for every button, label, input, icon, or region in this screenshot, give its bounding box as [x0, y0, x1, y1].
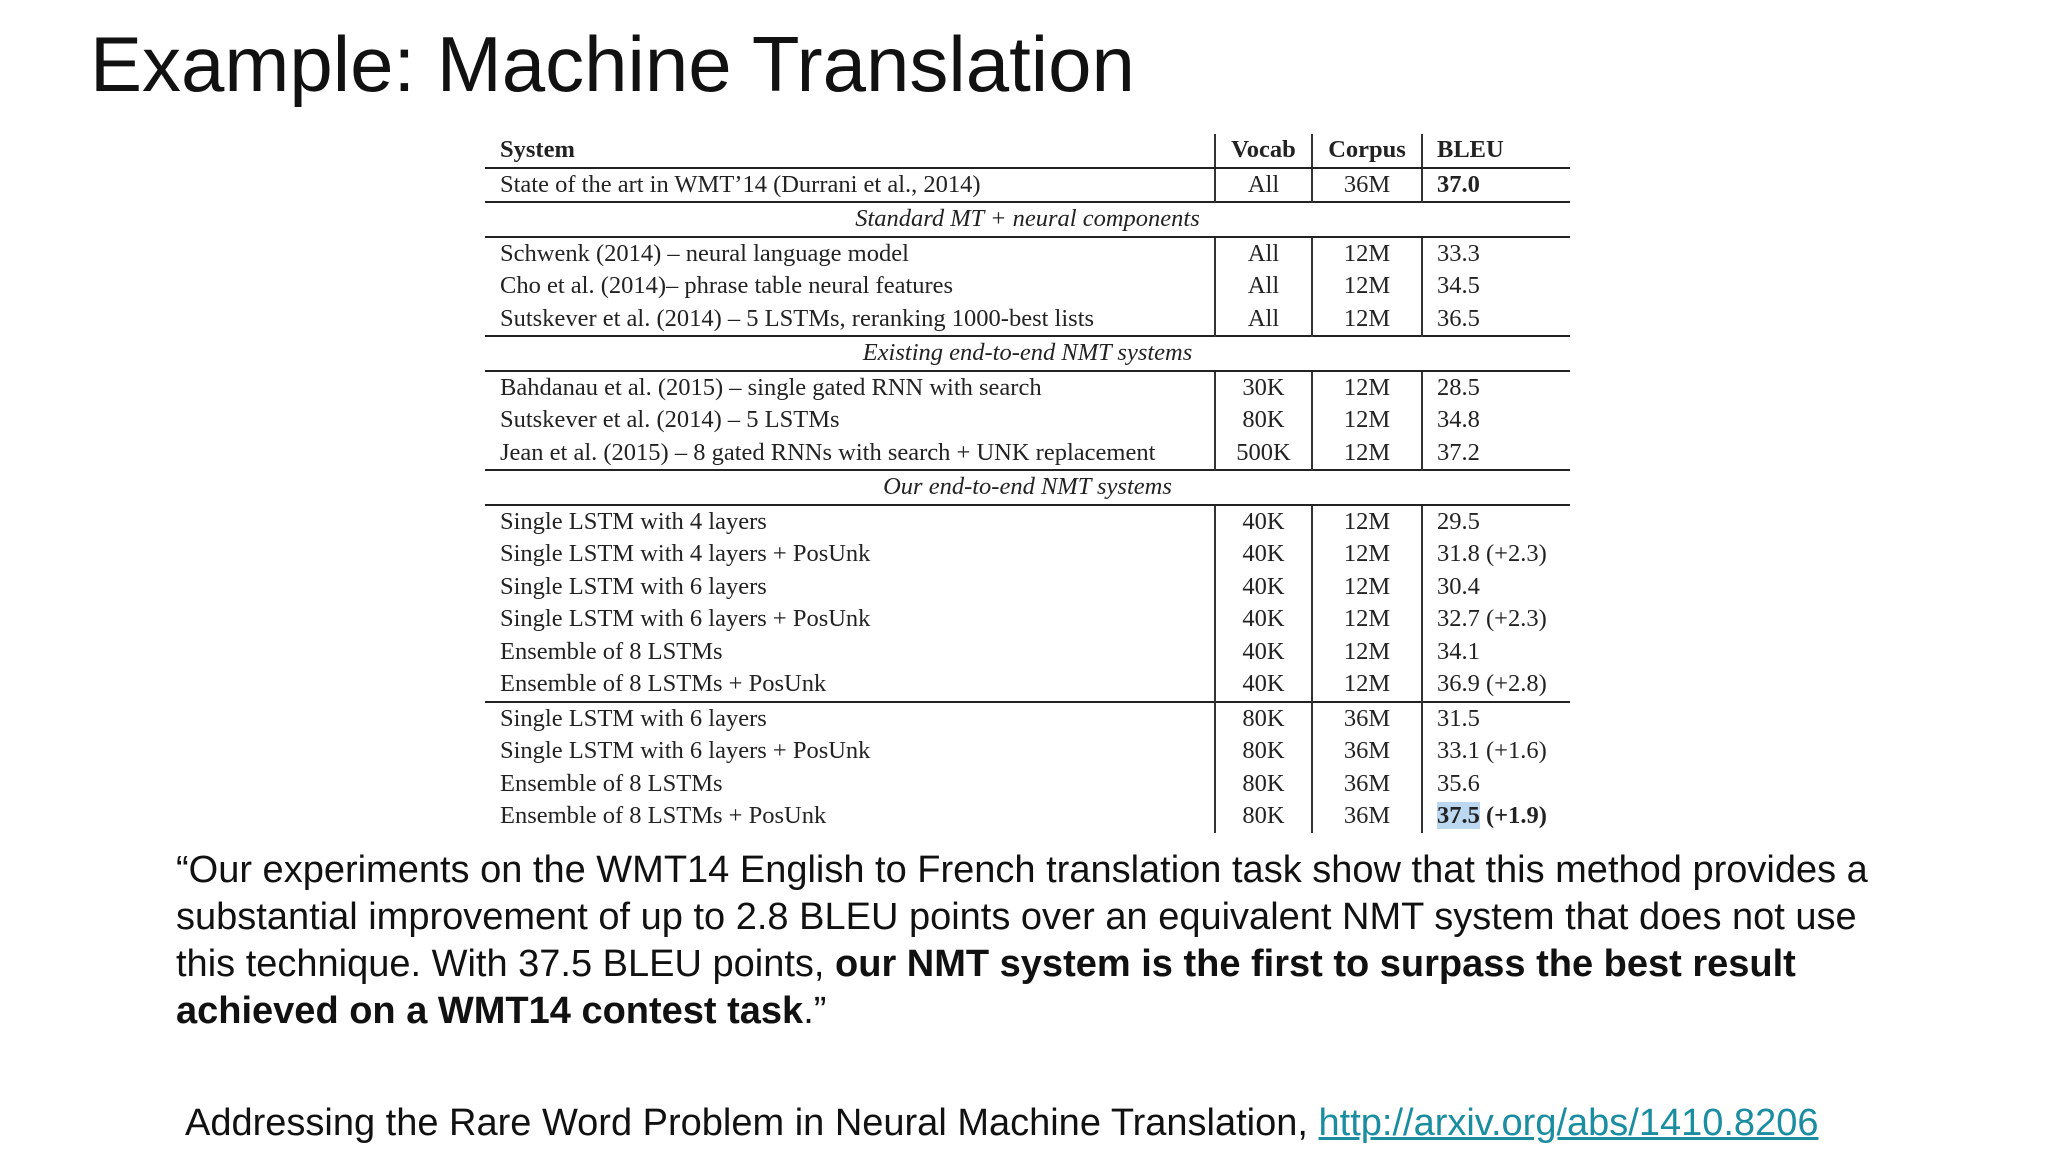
table-row	[485, 668, 1570, 702]
cell-corpus: 12M	[1312, 237, 1422, 271]
paper-quote	[176, 847, 1876, 1035]
table-row	[485, 636, 1570, 669]
cell-vocab: All	[1215, 237, 1312, 271]
cell-vocab: 40K	[1215, 668, 1312, 702]
cell-bleu: 36.5	[1422, 303, 1570, 337]
cell-bleu: 36.9 (+2.8)	[1422, 668, 1570, 702]
table-row	[485, 538, 1570, 571]
slide-title: Example: Machine Translation	[90, 20, 1135, 108]
cell-vocab: 40K	[1215, 505, 1312, 539]
cell-system: Ensemble of 8 LSTMs + PosUnk	[500, 802, 827, 829]
cell-corpus: 12M	[1312, 571, 1422, 604]
header-corpus: Corpus	[1312, 134, 1422, 168]
table-row	[485, 800, 1570, 833]
cell-bleu: 34.5	[1422, 270, 1570, 303]
cell-corpus: 12M	[1312, 636, 1422, 669]
cell-bleu: 33.1 (+1.6)	[1422, 735, 1570, 768]
table-header-row	[485, 134, 1570, 168]
cell-system: Sutskever et al. (2014) – 5 LSTMs, reranking 1000-best lists	[500, 304, 1095, 332]
cell-system: Cho et al. (2014)– phrase table neural features	[500, 272, 954, 299]
cell-bleu: 35.6	[1422, 768, 1570, 801]
table-row	[485, 603, 1570, 636]
cell-bleu-best	[1422, 800, 1570, 833]
table-row	[485, 270, 1570, 303]
cell-system: Single LSTM with 6 layers + PosUnk	[500, 737, 871, 764]
cell-bleu: 34.1	[1422, 636, 1570, 669]
cell-bleu: 29.5	[1422, 505, 1570, 539]
cell-vocab: 80K	[1215, 800, 1312, 833]
cell-corpus: 12M	[1312, 505, 1422, 539]
table-row	[485, 702, 1570, 736]
cell-system: Ensemble of 8 LSTMs + PosUnk	[500, 670, 827, 697]
quote-text: “Our experiments on the WMT14 English to French translation task show that this method provides a substantial improvement of up to 2.8 BLEU points over an equivalent NMT system that does not use this technique. With 37.5 BLEU points,	[176, 849, 1868, 985]
section-label: Our end-to-end NMT systems	[485, 470, 1570, 505]
table-row	[485, 505, 1570, 539]
cell-corpus: 36M	[1312, 768, 1422, 801]
cell-bleu: 30.4	[1422, 571, 1570, 604]
cell-system: Ensemble of 8 LSTMs	[500, 637, 723, 665]
table-row	[485, 168, 1570, 203]
cell-vocab: All	[1215, 168, 1312, 203]
cell-bleu: 37.0	[1422, 168, 1570, 203]
cell-system: Single LSTM with 6 layers	[485, 702, 1215, 736]
cell-bleu: 32.7 (+2.3)	[1422, 603, 1570, 636]
bleu-best-value: 37.5	[1437, 802, 1480, 829]
cell-vocab: 500K	[1215, 437, 1312, 471]
cell-corpus: 12M	[1312, 270, 1422, 303]
section-header-row	[485, 470, 1570, 505]
results-table-container	[485, 134, 1570, 833]
section-label: Existing end-to-end NMT systems	[485, 336, 1570, 371]
paper-link[interactable]: http://arxiv.org/abs/1410.8206	[1318, 1102, 1819, 1144]
cell-system: Sutskever et al. (2014) – 5 LSTMs	[500, 406, 840, 433]
citation-text: Addressing the Rare Word Problem in Neural Machine Translation,	[185, 1102, 1319, 1144]
cell-vocab: 30K	[1215, 371, 1312, 405]
cell-system: Jean et al. (2015) – 8 gated RNNs with search + UNK replacement	[500, 438, 1156, 466]
cell-corpus: 12M	[1312, 404, 1422, 437]
cell-system: Single LSTM with 4 layers + PosUnk	[500, 540, 871, 567]
cell-corpus: 36M	[1312, 168, 1422, 203]
cell-bleu: 31.8 (+2.3)	[1422, 538, 1570, 571]
cell-vocab: 40K	[1215, 636, 1312, 669]
cell-corpus: 12M	[1312, 603, 1422, 636]
section-header-row	[485, 336, 1570, 371]
table-row	[485, 571, 1570, 604]
cell-vocab: 40K	[1215, 538, 1312, 571]
cell-system: Bahdanau et al. (2015) – single gated RNN with search	[500, 373, 1042, 401]
table-row	[485, 303, 1570, 337]
cell-corpus: 36M	[1312, 800, 1422, 833]
cell-bleu: 28.5	[1422, 371, 1570, 405]
cell-system: Ensemble of 8 LSTMs	[500, 769, 723, 797]
cell-corpus: 12M	[1312, 371, 1422, 405]
table-row	[485, 237, 1570, 271]
cell-corpus: 12M	[1312, 538, 1422, 571]
cell-system: Schwenk (2014) – neural language model	[500, 239, 909, 267]
cell-vocab: 80K	[1215, 735, 1312, 768]
bleu-best-delta: (+1.9)	[1479, 802, 1547, 829]
header-system: System	[485, 134, 1215, 168]
cell-vocab: All	[1215, 270, 1312, 303]
cell-bleu: 37.2	[1422, 437, 1570, 471]
cell-corpus: 36M	[1312, 702, 1422, 736]
cell-system: Single LSTM with 6 layers + PosUnk	[500, 605, 871, 632]
cell-corpus: 36M	[1312, 735, 1422, 768]
section-label: Standard MT + neural components	[485, 202, 1570, 237]
table-row	[485, 371, 1570, 405]
table-row	[485, 735, 1570, 768]
header-bleu: BLEU	[1422, 134, 1570, 168]
quote-emphasis: our NMT system is the first to surpass the best result achieved on a WMT14 contest task	[176, 943, 1796, 1032]
cell-corpus: 12M	[1312, 303, 1422, 337]
citation	[185, 1100, 1818, 1146]
cell-vocab: 80K	[1215, 768, 1312, 801]
cell-corpus: 12M	[1312, 437, 1422, 471]
header-vocab: Vocab	[1215, 134, 1312, 168]
cell-system: Single LSTM with 4 layers	[500, 507, 767, 535]
table-row	[485, 768, 1570, 801]
cell-bleu: 33.3	[1422, 237, 1570, 271]
table-row	[485, 404, 1570, 437]
cell-system: Single LSTM with 6 layers	[500, 572, 767, 600]
cell-corpus: 12M	[1312, 668, 1422, 702]
cell-bleu: 31.5	[1422, 702, 1570, 736]
quote-end: .”	[803, 990, 827, 1032]
cell-vocab: 80K	[1215, 404, 1312, 437]
section-header-row	[485, 202, 1570, 237]
cell-bleu: 34.8	[1422, 404, 1570, 437]
cell-vocab: 80K	[1215, 702, 1312, 736]
results-table	[485, 134, 1570, 833]
cell-vocab: All	[1215, 303, 1312, 337]
table-row	[485, 437, 1570, 471]
cell-vocab: 40K	[1215, 603, 1312, 636]
cell-vocab: 40K	[1215, 571, 1312, 604]
cell-system: State of the art in WMT’14 (Durrani et al., 2014)	[500, 170, 981, 198]
